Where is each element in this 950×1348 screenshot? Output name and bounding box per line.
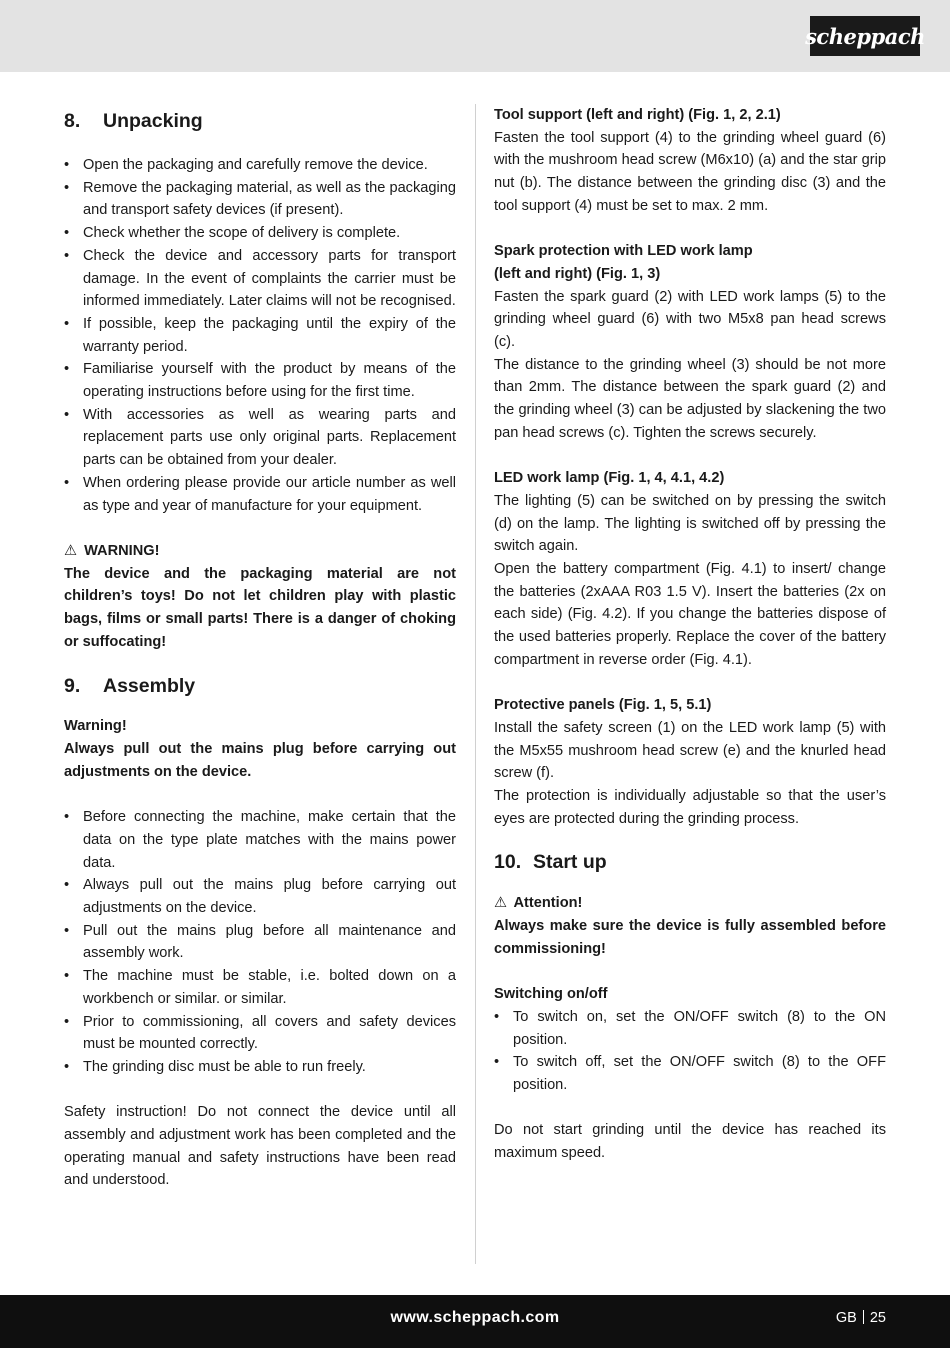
attention-title: Attention! [513,895,583,912]
page-separator [863,1310,864,1324]
final-note: Do not start grinding until the device has reached its maximum speed. [494,1122,886,1162]
list-item: • When ordering please provide our article number as well as type and year of manufacture for your equipment. [64,472,456,517]
spark-protection-text-2: The distance to the grinding wheel (3) should be not more than 2mm. The distance between the spark guard (2) and the grinding wheel (3) can be adjusted by slackening the two pan head screws (c). Tighten the screws securely. [494,356,886,441]
protective-panels-text: Install the safety screen (1) on the LED work lamp (5) with the M5x55 mushroom head screw (e) and the knurled head screw (f). [494,719,886,782]
tool-support-heading: Tool support (left and right) (Fig. 1, 2, 2.1) [494,107,781,123]
section-10-heading [494,849,886,875]
right-column [494,104,886,1165]
spark-protection-heading: Spark protection with LED work lamp [494,243,753,260]
warning-heading [64,540,456,563]
list-item: • If possible, keep the packaging until the expiry of the warranty period. [64,313,456,358]
section-number: 10. [494,851,522,874]
brand-logo-text: scheppach [805,23,925,49]
spark-protection-text: Fasten the spark guard (2) with LED work lamps (5) to the grinding wheel guard (6) with two M5x8 pan head screws (c). [494,288,886,351]
list-item: • To switch on, set the ON/OFF switch (8) to the ON position. [494,1006,886,1051]
warning-triangle-icon: ⚠ [494,895,508,912]
unpacking-list [64,154,456,517]
page-number: 25 [869,1310,886,1326]
list-item: • Before connecting the machine, make certain that the data on the type plate matches with the mains power data. [64,806,456,874]
section-9-heading [64,673,456,699]
warning-title: WARNING! [84,542,160,559]
footer-bar [0,1295,950,1348]
safety-instruction: Safety instruction! Do not connect the device until all assembly and adjustment work has been completed and the operating manual and safety instructions have been read and understood. [64,1104,456,1189]
language-code: GB [835,1310,857,1326]
section-number: 9. [64,675,81,698]
section-title: Assembly [103,675,196,698]
led-lamp-text: The lighting (5) can be switched on by pressing the switch (d) on the lamp. The lighting is switched off by pressing the switch again. [494,492,886,555]
list-item: • Open the packaging and carefully remove the device. [64,154,456,177]
warning-text: The device and the packaging material are not children’s toys! Do not let children play with plastic bags, films or small parts! There is a danger of choking or suffocating! [64,565,456,650]
protective-panels-heading: Protective panels (Fig. 1, 5, 5.1) [494,697,712,714]
list-item: • Check the device and accessory parts for transport damage. In the event of complaints the carrier must be informed immediately. Later claims will not be recognised. [64,245,456,313]
led-lamp-text-2: Open the battery compartment (Fig. 4.1) to insert/ change the batteries (2xAAA R03 1.5 V). Insert the batteries (2x on each side) (Fig. 4.2). If you change the batteries dispose of the used batteries properly. Replace the cover of the battery compartment in reverse order (Fig. 4.1). [494,561,886,668]
section-title: Unpacking [103,110,203,132]
tool-support-text: Fasten the tool support (4) to the grinding wheel guard (6) with the mushroom head screw (M6x10) (a) and the star grip nut (b). The distance between the grinding disc (3) and the tool support (4) must be set to max. 2 mm. [494,129,886,214]
list-item: • Pull out the mains plug before all maintenance and assembly work. [64,920,456,965]
assembly-warning-text: Always pull out the mains plug before carrying out adjustments on the device. [64,741,456,780]
list-item: • Always pull out the mains plug before carrying out adjustments on the device. [64,874,456,919]
section-title: Start up [533,851,607,874]
list-item: • The grinding disc must be able to run freely. [64,1056,456,1079]
page-indicator [836,1310,886,1326]
assembly-warning-title: Warning! [64,718,127,735]
list-item: • With accessories as well as wearing parts and replacement parts use only original parts. Replacement parts can be obtained from your dealer. [64,404,456,472]
warning-triangle-icon: ⚠ [64,542,78,559]
left-column [64,104,456,1192]
list-item: • Check whether the scope of delivery is complete. [64,222,456,245]
attention-text: Always make sure the device is fully assembled before commissioning! [494,918,886,957]
assembly-list [64,806,456,1078]
list-item: • To switch off, set the ON/OFF switch (8) to the OFF position. [494,1051,886,1096]
website-link[interactable]: www.scheppach.com [390,1309,560,1326]
switching-list [494,1006,886,1097]
attention-heading [494,892,886,915]
list-item: • Prior to commissioning, all covers and safety devices must be mounted correctly. [64,1011,456,1056]
brand-logo [805,16,925,56]
led-lamp-heading: LED work lamp (Fig. 1, 4, 4.1, 4.2) [494,470,725,487]
spark-protection-subheading: (left and right) (Fig. 1, 3) [494,265,661,282]
protective-panels-text-2: The protection is individually adjustable so that the user’s eyes are protected during the grinding process. [494,788,886,827]
section-8-heading [64,108,456,134]
switching-heading: Switching on/off [494,986,608,1003]
list-item: • Familiarise yourself with the product by means of the operating instructions before using for the first time. [64,358,456,403]
list-item: • Remove the packaging material, as well as the packaging and transport safety devices (if present). [64,177,456,222]
list-item: • The machine must be stable, i.e. bolted down on a workbench or similar. or similar. [64,965,456,1010]
column-divider [475,104,476,1264]
section-number: 8. [64,110,81,132]
